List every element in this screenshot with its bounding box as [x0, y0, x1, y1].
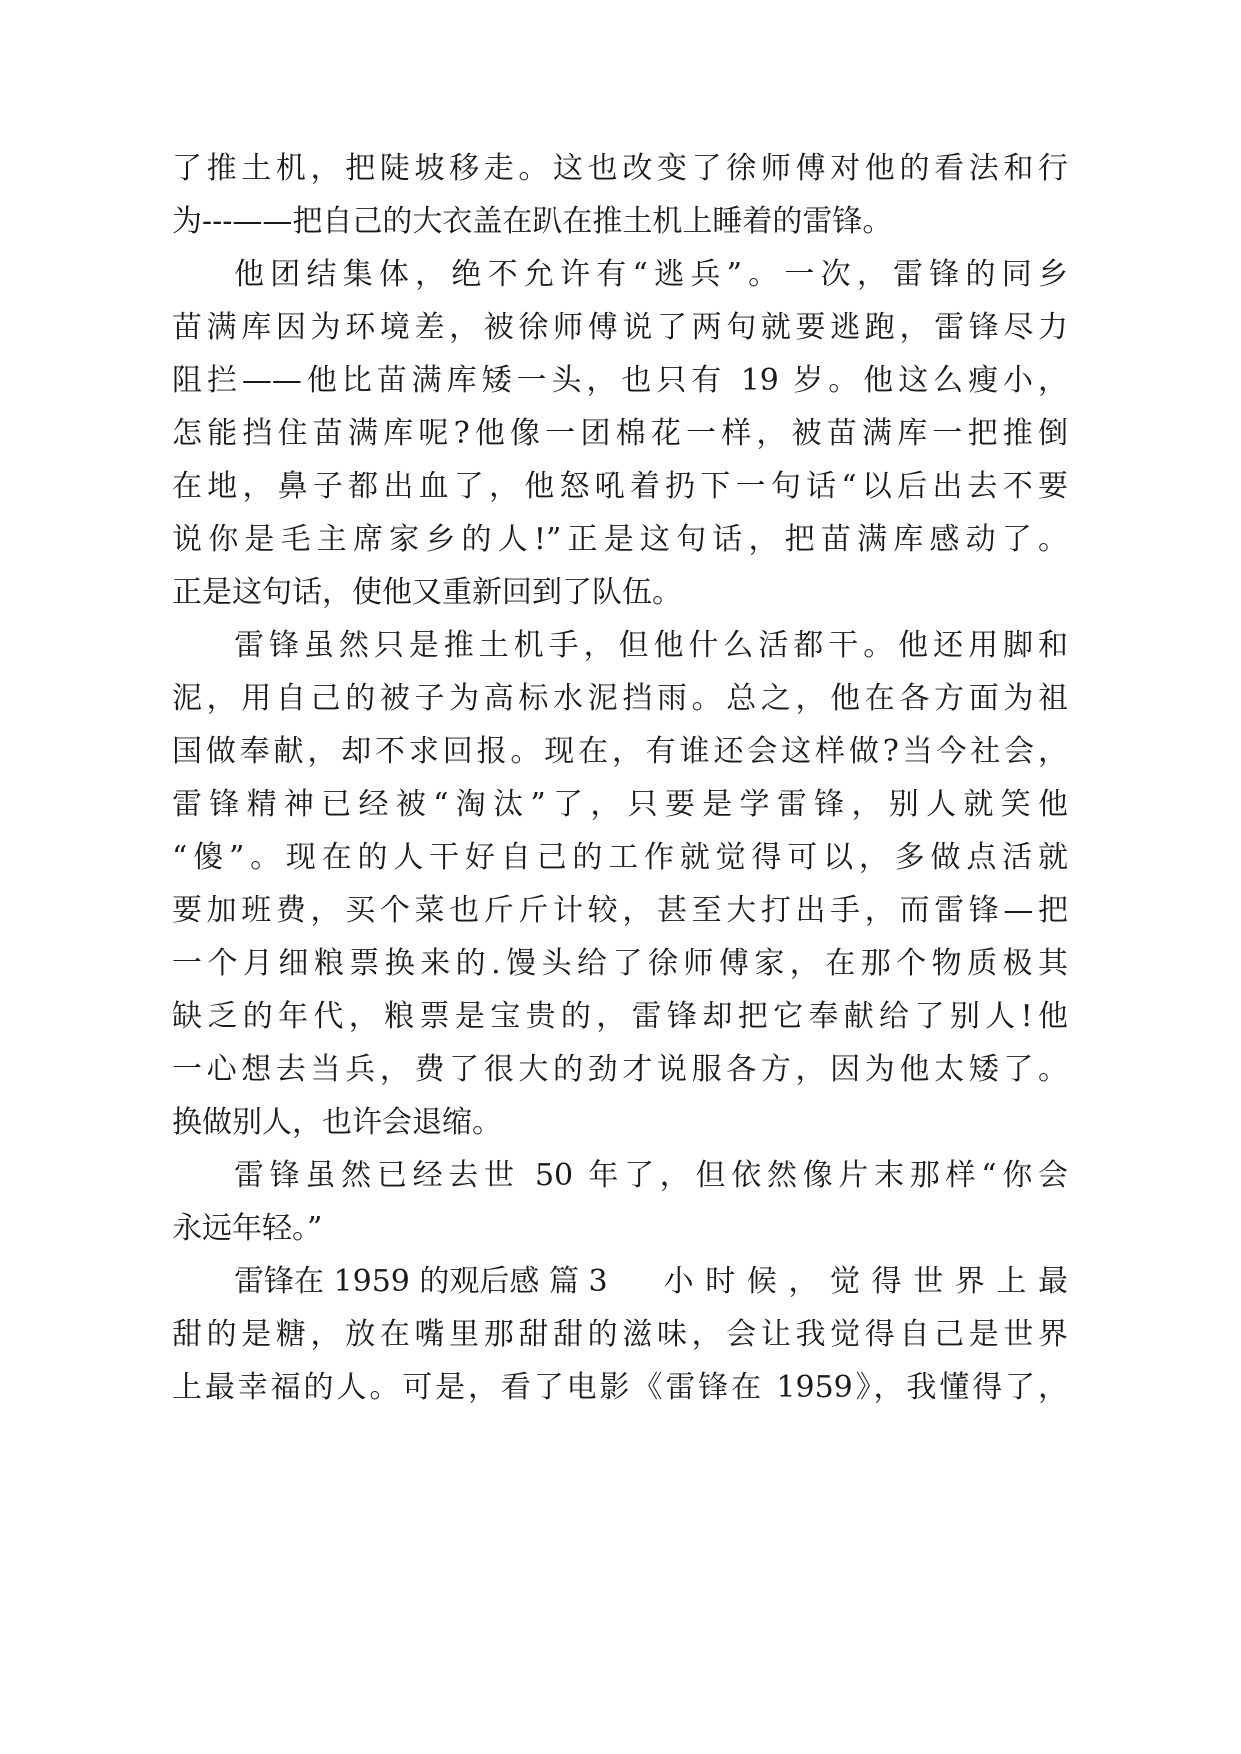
text-line: 永远年轻。”: [172, 1211, 323, 1246]
text-line: 上最幸福的人。可是，看了电影《雷锋在 1959》，我懂得了，: [172, 1370, 1068, 1405]
text-line: 怎能挡住苗满库呢?他像一团棉花一样，被苗满库一把推倒: [172, 416, 1068, 451]
text-line: 要加班费，买个菜也斤斤计较，甚至大打出手，而雷锋—把: [172, 893, 1068, 928]
text-line: 雷锋精神已经被“淘汰”了，只要是学雷锋，别人就笑他: [172, 787, 1068, 822]
text-line: 换做别人，也许会退缩。: [172, 1105, 502, 1140]
text-line: 说你是毛主席家乡的人!”正是这句话，把苗满库感动了。: [172, 522, 1068, 557]
text-line: 甜的是糖，放在嘴里那甜甜的滋味，会让我觉得自己是世界: [172, 1317, 1068, 1352]
text-line: 他团结集体，绝不允许有“逃兵”。一次，雷锋的同乡: [234, 257, 1068, 292]
text-line: 苗满库因为环境差，被徐师傅说了两句就要逃跑，雷锋尽力: [172, 310, 1068, 345]
paragraph: [172, 1149, 1068, 1255]
text-line: 缺乏的年代，粮票是宝贵的，雷锋却把它奉献给了别人!他: [172, 999, 1068, 1034]
paragraph: [172, 248, 1068, 619]
text-line: 阻拦——他比苗满库矮一头，也只有 19 岁。他这么瘦小，: [172, 363, 1068, 398]
paragraph: [172, 619, 1068, 1149]
text-line: 国做奉献，却不求回报。现在，有谁还会这样做?当今社会，: [172, 734, 1068, 769]
text-line: 在地，鼻子都出血了，他怒吼着扔下一句话“以后出去不要: [172, 469, 1068, 504]
text-line: “傻”。现在的人干好自己的工作就觉得可以，多做点活就: [172, 840, 1068, 875]
text-line: 泥，用自己的被子为高标水泥挡雨。总之，他在各方面为祖: [172, 681, 1068, 716]
text-column: [172, 142, 1068, 1414]
paragraph: [172, 1255, 1068, 1414]
text-line: 小时候，觉得世界上最: [663, 1264, 1068, 1299]
text-line: 雷锋虽然只是推土机手，但他什么活都干。他还用脚和: [234, 628, 1068, 663]
text-line: 了推土机，把陡坡移走。这也改变了徐师傅对他的看法和行: [172, 151, 1068, 186]
text-line: 正是这句话，使他又重新回到了队伍。: [172, 575, 682, 610]
text-line: 雷锋虽然已经去世 50 年了，但依然像片末那样“你会: [234, 1158, 1068, 1193]
text-line: 一个月细粮票换来的.馒头给了徐师傅家，在那个物质极其: [172, 946, 1068, 981]
paragraph: [172, 142, 1068, 248]
text-line: 一心想去当兵，费了很大的劲才说服各方，因为他太矮了。: [172, 1052, 1068, 1087]
section-heading-line: [172, 1255, 1068, 1308]
section-heading: 雷锋在 1959 的观后感 篇 3: [234, 1264, 608, 1299]
text-line: 为---——把自己的大衣盖在趴在推土机上睡着的雷锋。: [172, 204, 893, 239]
